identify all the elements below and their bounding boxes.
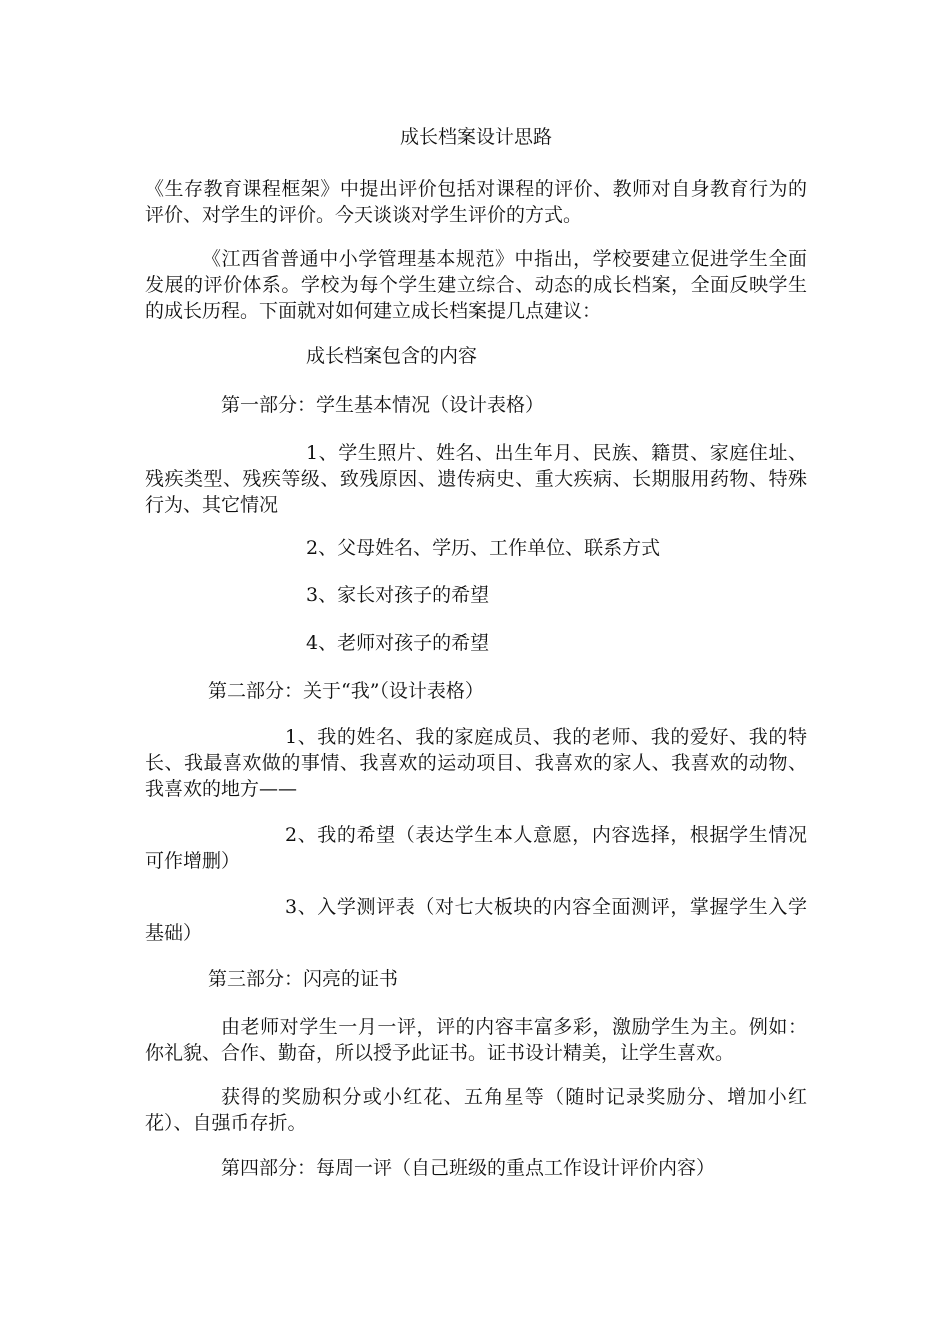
- document-title: 成长档案设计思路: [399, 126, 552, 148]
- part4-heading: 第四部分：每周一评（自己班级的重点工作设计评价内容）: [221, 1157, 716, 1179]
- part2-item-3: 3、入学测评表（对七大板块的内容全面测评，掌握学生入学基础）: [145, 896, 807, 944]
- part3-paragraph-2: 获得的奖励积分或小红花、五角星等（随时记录奖励分、增加小红花）、自强币存折。: [145, 1086, 807, 1134]
- part1-heading: 第一部分：学生基本情况（设计表格）: [221, 394, 545, 416]
- intro-paragraph: 《生存教育课程框架》中提出评价包括对课程的评价、教师对自身教育行为的评价、对学生的评价。今天谈谈对学生评价的方式。: [145, 178, 807, 226]
- part2-item-1: 1、我的姓名、我的家庭成员、我的老师、我的爱好、我的特长、我最喜欢做的事情、我喜欢的运动项目、我喜欢的家人、我喜欢的动物、我喜欢的地方——: [145, 726, 807, 800]
- guideline-paragraph: 《江西省普通中小学管理基本规范》中指出，学校要建立促进学生全面发展的评价体系。学校为每个学生建立综合、动态的成长档案，全面反映学生的成长历程。下面就对如何建立成长档案提几点建议：: [145, 248, 807, 322]
- part3-paragraph-1: 由老师对学生一月一评，评的内容丰富多彩，激励学生为主。例如：你礼貌、合作、勤奋，所以授予此证书。证书设计精美，让学生喜欢。: [145, 1016, 807, 1064]
- part2-item-2: 2、我的希望（表达学生本人意愿，内容选择，根据学生情况可作增删）: [145, 824, 807, 872]
- part1-item-1: 1、学生照片、姓名、出生年月、民族、籍贯、家庭住址、残疾类型、残疾等级、致残原因、遗传病史、重大疾病、长期服用药物、特殊行为、其它情况: [145, 442, 807, 516]
- part3-heading: 第三部分：闪亮的证书: [208, 968, 399, 990]
- part2-heading: 第二部分：关于“我”（设计表格）: [208, 680, 484, 702]
- contents-heading: 成长档案包含的内容: [306, 345, 478, 367]
- part1-item-3: 3、家长对孩子的希望: [306, 584, 490, 606]
- part1-item-4: 4、老师对孩子的希望: [306, 632, 490, 654]
- part1-item-2: 2、父母姓名、学历、工作单位、联系方式: [306, 537, 661, 559]
